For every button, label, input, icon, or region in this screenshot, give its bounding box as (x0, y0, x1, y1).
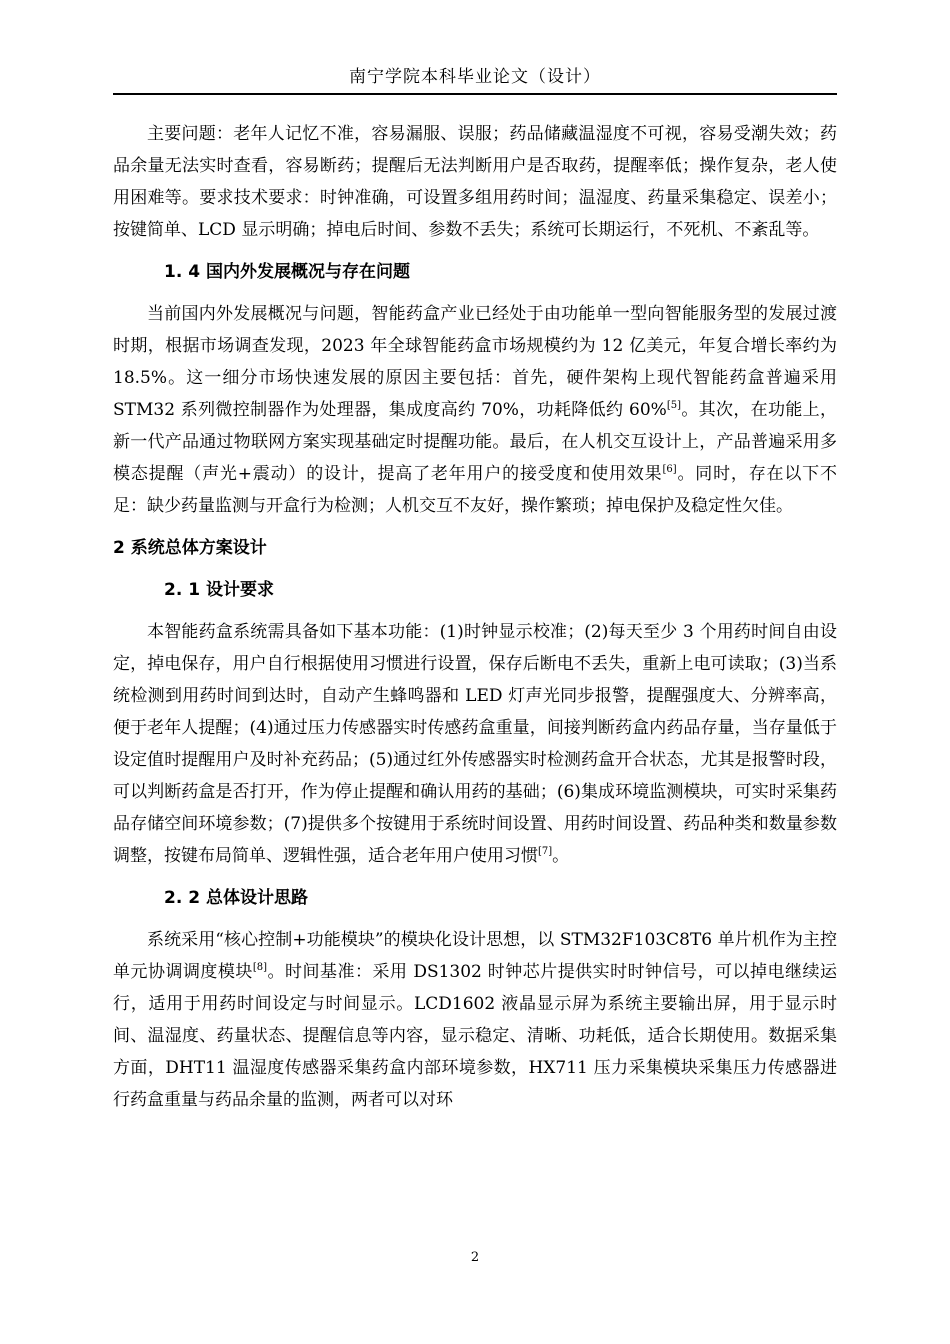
page-body (113, 118, 837, 1116)
paragraph-design-requirements (113, 616, 837, 872)
text-run: 当前国内外发展概况与问题，智能药盒产业已经处于由功能单一型向智能服务型的发展过渡时期，根据市场调查发现，2023 年全球智能药盒市场规模约为 12 亿美元，年复合增长率约为 18.5%。这一细分市场快速发展的原因主要包括：首先，硬件架构上现代智能药盒普遍采用 STM32 系列微控制器作为处理器，集成度高约 70%，功耗降低约 60% (113, 304, 837, 420)
running-header: 南宁学院本科毕业论文（设计） (113, 62, 837, 95)
section-heading-2-1: 2. 1 设计要求 (164, 580, 274, 600)
section-heading-2-2: 2. 2 总体设计思路 (164, 888, 308, 908)
section-heading-1-4: 1. 4 国内外发展概况与存在问题 (164, 262, 410, 282)
page-number: 2 (470, 1250, 480, 1265)
citation-7[interactable]: [7] (538, 846, 553, 857)
paragraph-main-problems: 主要问题：老年人记忆不准，容易漏服、误服；药品储藏温湿度不可视，容易受潮失效；药品余量无法实时查看，容易断药；提醒后无法判断用户是否取药，提醒率低；操作复杂，老人使用困难等。要求技术要求：时钟准确，可设置多组用药时间；温湿度、药量采集稳定、误差小；按键简单、LCD 显示明确；掉电后时间、参数不丢失；系统可长期运行，不死机、不紊乱等。 (113, 124, 837, 240)
citation-6[interactable]: [6] (662, 464, 677, 475)
citation-8[interactable]: [8] (252, 962, 268, 973)
text-run: 系统采用“核心控制+功能模块”的模块化设计思想，以 STM32F103C8T6 单片机作为主控单元协调调度模块 (113, 930, 837, 982)
citation-5[interactable]: [5] (666, 400, 681, 411)
text-run: 。同时，存在以下不足：缺少药量监测与开盒行为检测；人机交互不友好，操作繁琐；掉电保护及稳定性欠佳。 (113, 464, 838, 516)
paragraph-overall-design (113, 924, 837, 1116)
text-run: 。时间基准：采用 DS1302 时钟芯片提供实时时钟信号，可以掉电继续运行，适用于用药时间设定与时间显示。LCD1602 液晶显示屏为系统主要输出屏，用于显示时间、温湿度、药量状态、提醒信息等内容，显示稳定、清晰、功耗低，适合长期使用。数据采集方面，DHT11 温湿度传感器采集药盒内部环境参数，HX711 压力采集模块采集压力传感器进行药盒重量与药品余量的监测，两者可以对环 (113, 962, 837, 1110)
chapter-heading-2: 2 系统总体方案设计 (113, 538, 267, 558)
text-run: 。 (552, 846, 570, 866)
text-run: 。其次，在功能上，新一代产品通过物联网方案实现基础定时提醒功能。最后，在人机交互设计上，产品普遍采用多模态提醒（声光+震动）的设计，提高了老年用户的接受度和使用效果 (113, 400, 838, 484)
text-run: 本智能药盒系统需具备如下基本功能：(1)时钟显示校准；(2)每天至少 3 个用药时间自由设定，掉电保存，用户自行根据使用习惯进行设置，保存后断电不丢失，重新上电可读取；(3)当系统检测到用药时间到达时，自动产生蜂鸣器和 LED 灯声光同步报警，提醒强度大、分辨率高，便于老年人提醒；(4)通过压力传感器实时传感药盒重量，间接判断药盒内药品存量，当存量低于设定值时提醒用户及时补充药品；(5)通过红外传感器实时检测药盒开合状态，尤其是报警时段，可以判断药盒是否打开，作为停止提醒和确认用药的基础；(6)集成环境监测模块，可实时采集药品存储空间环境参数；(7)提供多个按键用于系统时间设置、用药时间设置、药品种类和数量参数调整，按键布局简单、逻辑性强，适合老年用户使用习惯 (113, 622, 837, 866)
paragraph-development-overview (113, 298, 837, 522)
